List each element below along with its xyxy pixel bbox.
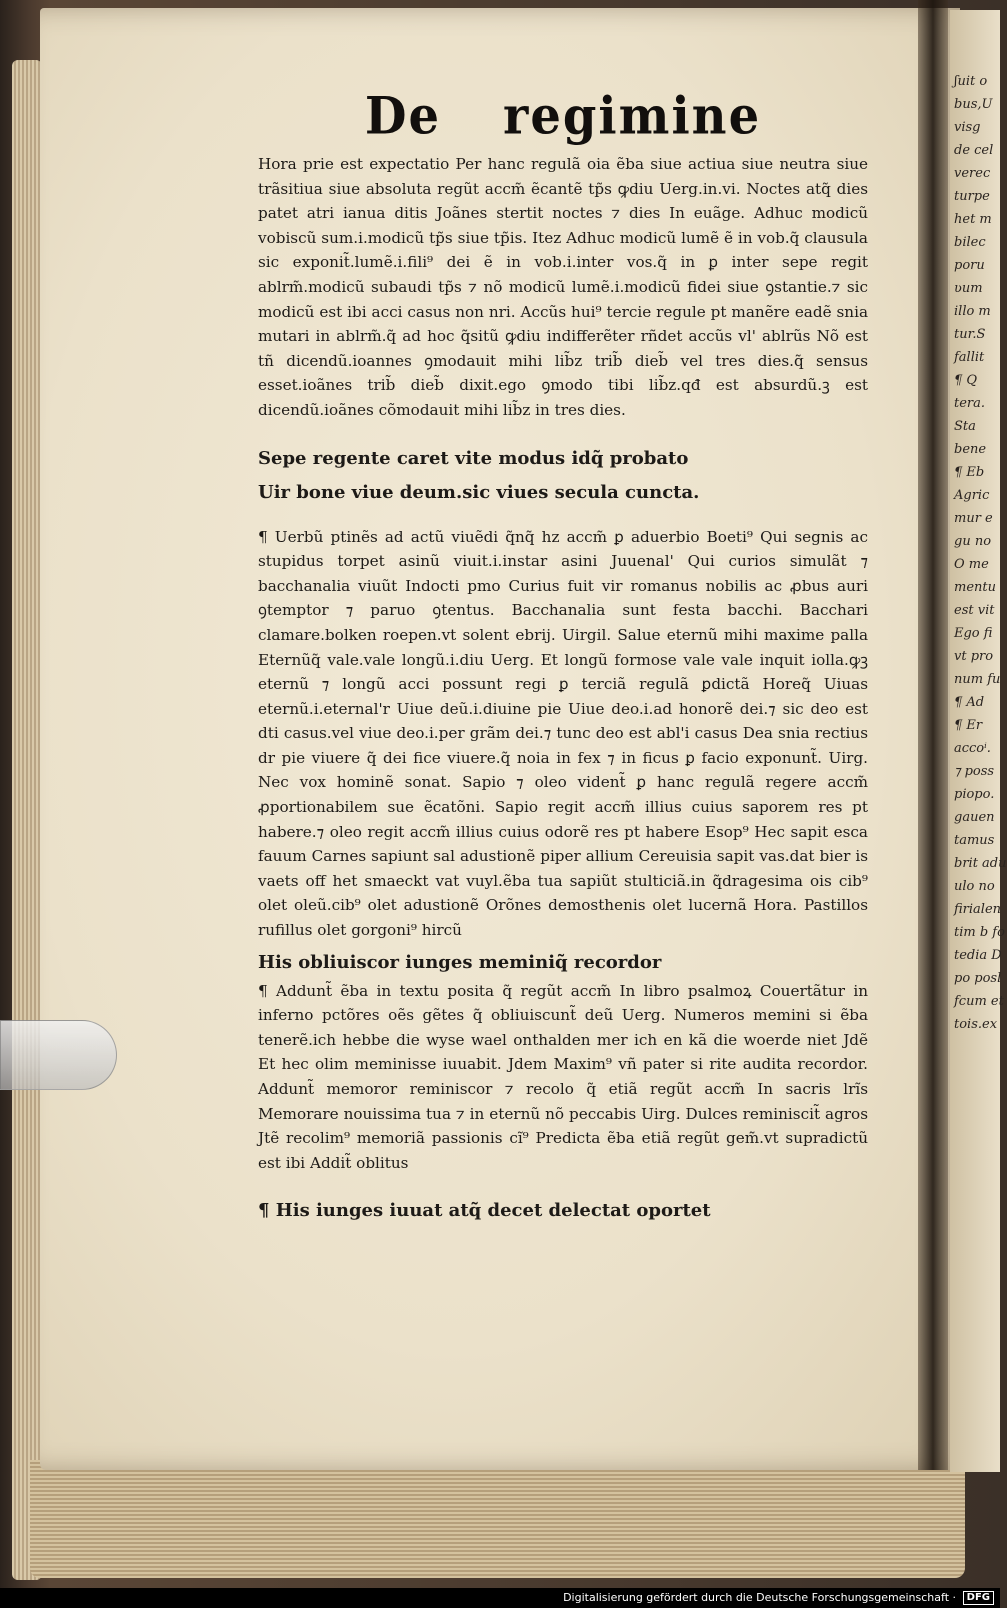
facing-page-line: gauen (954, 810, 995, 825)
page-weight-clip (0, 1020, 117, 1090)
page-heading (258, 86, 868, 146)
verse-line-2: Uir bone viue deum.sic viues secula cuncta. (258, 481, 700, 503)
facing-page-line: fallit (954, 350, 985, 365)
facing-page-line: ¶ Eb (954, 465, 985, 480)
verse-line-4: ¶ His iunges iuuat atq̃ decet delectat oportet (258, 1200, 711, 1222)
facing-page-line: piopo. (954, 787, 995, 802)
facing-page-line: turpe (954, 189, 990, 204)
dfg-logo: DFG (963, 1591, 994, 1605)
facing-page-line: de cel (954, 143, 994, 158)
facing-page-line: ¶ Er (954, 718, 983, 733)
facing-page-line: brit adu (954, 856, 1007, 871)
facing-page-line: Sta (954, 419, 976, 434)
facing-page-line: vt pro (954, 649, 994, 664)
footer-credit: Digitalisierung gefördert durch die Deutsche Forschungsgemeinschaft · (563, 1591, 956, 1604)
facing-page-line: ʋum (954, 281, 983, 296)
facing-page-line: bilec (954, 235, 986, 250)
body-paragraph-3: ¶ Addunt̃ ẽba in textu posita q̃ regũt accm̃ In libro psalmoꝝ Couertãtur in inferno pctõres oẽs gẽtes q̃ obliuiscunt̃ deũ Uerg. Numeros memini si ẽba tenerẽ.ich hebbe die wyse wael onthalden mer ich en kã die woerde niet Jdẽ Et hec olim meminisse iuuabit. Jdem Maxim⁹ vñ pater si rite audita recordor. Addunt̃ memoror reminiscor ⁊ recolo q̃ etiã regũt accm̃ In sacris lrĩs Memorare nouissima tua ⁊ in eternũ nõ peccabis Uirg. Dulces reminiscit̃ agros Jtẽ recolim⁹ memoriã passionis cĩ⁹ Predicta ẽba etiã regũt gem̃.vt supradictũ est ibi Addit̃ oblitus (258, 981, 868, 1172)
facing-page-fragment (950, 10, 1007, 1472)
facing-page-line: est vit (954, 603, 995, 618)
footer-bar (0, 1588, 1000, 1608)
facing-page-line: po posl (954, 971, 1002, 986)
facing-page-line: mur e (954, 511, 993, 526)
facing-page-line: bus,U (954, 97, 993, 112)
facing-page-line: ⁊ poss (954, 764, 995, 779)
spacer (258, 1175, 868, 1191)
spacer (258, 423, 868, 439)
book-gutter (918, 0, 948, 1470)
book-fore-edge (12, 60, 42, 1580)
facing-page-line: tedia D (954, 948, 1002, 963)
facing-page-line: num fu (954, 672, 1001, 687)
page-content (258, 85, 868, 1227)
facing-page-line: O me (954, 557, 989, 572)
facing-page-line: bene (954, 442, 987, 457)
facing-page-line: ʃuit o (954, 74, 988, 89)
facing-page-line: mentu (954, 580, 996, 595)
heading-word-2: regimine (503, 85, 762, 147)
facing-page-line: fcum et (954, 994, 1004, 1009)
verse-line-1: Sepe regente caret vite modus idq̃ probato (258, 447, 689, 469)
facing-page-line: tois.ex (954, 1017, 998, 1032)
facing-page-line: gu no (954, 534, 992, 549)
facing-page-line: tamus (954, 833, 995, 848)
facing-page-line: Ego fi (954, 626, 993, 641)
facing-page-line: verec (954, 166, 991, 181)
facing-page-line: Agric (954, 488, 990, 503)
body-paragraph-2: ¶ Uerbũ ptinẽs ad actũ viuẽdi q̃nq̃ hz accm̃ ꝑ aduerbio Boeti⁹ Qui segnis ac stupidus torpet asinũ viuit.i.instar asini Juuenal' Qui curios simulãt ⁊ bacchanalia viuũt Indocti pmo Curius fuit vir romanus nobilis ac ꝓbus auri ꝯtemptor ⁊ paruo ꝯtentus. Bacchanalia sunt festa bacchi. Bacchari clamare.bolken roepen.vt solent ebrij. Uirgil. Salue eternũ mihi maxime palla Eternũq̃ vale.vale longũ.i.diu Uerg. Et longũ formose vale vale inquit iolla.ꝙꝫ eternũ ⁊ longũ acci possunt regi ꝑ terciã regulã ꝑdictã Horeq̃ Uiuas eternũ.i.eternal'r Uiue deũ.i.diuine pie Uiue deo.i.ad honorẽ dei.⁊ sic deo est dti casus.vel viue deo.i.per grãm dei.⁊ tunc deo est abl'i casus Dea snia rectius dr pie viuere q̃ dei fice viuere.q̃ noia in fex ⁊ in ficus ꝑ facio exponunt̃. Uirg. Nec vox hominẽ sonat. Sapio ⁊ oleo vident̃ ꝑ hanc regulã regere accm̃ ꝓportionabilem sue ẽcatõni. Sapio regit accm̃ illius cuius saporem res pt habere.⁊ oleo regit accm̃ illius cuius odorẽ res pt habere Esop⁹ Hec sapit esca fauum Carnes sapiunt sal adustionẽ piper allium Cereuisia sapit vas.dat bier is vaets off het smaeckt vat vuyl.ẽba tua sapiũt stulticiã.in q̃dragesima ois cib⁹ olet oleũ.cib⁹ olet adustionẽ Orõnes demosthenis olet lucernã Hora. Pastillos rufillus olet gorgoni⁹ hircũ (258, 527, 868, 940)
facing-page-line: tera. (954, 396, 986, 411)
facing-page-line: tim b fo (954, 925, 1005, 940)
facing-page-line: tur.S (954, 327, 986, 342)
facing-page-line: poru (954, 258, 985, 273)
body-paragraph-1: Hora prie est expectatio Per hanc regulã oia ẽba siue actiua siue neutra siue trãsitiua siue absoluta regũt accm̃ ẽcantẽ tp̃s ꝙdiu Uerg.in.vi. Noctes atq̃ dies patet atri ianua ditis Joãnes stertit noctes ⁊ dies In euãge. Adhuc modicũ vobiscũ sum.i.modicũ tp̃s siue tp̃is. Itez Adhuc modicũ lumẽ ẽ in vob.q̃ clausula sic exponit̃.lumẽ.i.fili⁹ dei ẽ in vob.i.inter vos.q̃ in ꝑ inter sepe regit ablrm̃.modicũ subaudi tp̃s ⁊ nõ modicũ lumẽ.i.modicũ fidei siue ꝯstantie.⁊ sic modicũ est ibi acci casus non nri. Accũs hui⁹ tercie regule pt manẽre eadẽ snia mutari in ablrm̃.q̃ ad hoc q̃sitũ ꝙdiu indifferẽter rñdet accũs vl' ablrũs Nõ est tñ dicendũ.ioannes ꝯmodauit mihi lib̃z trib̃ dieb̃ vel tres dies.q̃ sensus esset.ioãnes trib̃ dieb̃ dixit.ego ꝯmodo tibi lib̃z.qđ est absurdũ.ꝫ est dicendũ.ioãnes cõmodauit mihi lib̃z in tres dies. (258, 155, 868, 419)
spacer (258, 509, 868, 525)
facing-page-line: het m (954, 212, 992, 227)
book-bottom-edge (30, 1460, 965, 1578)
facing-page-line: firialen (954, 902, 1002, 917)
facing-page-line: ¶ Q (954, 373, 978, 388)
heading-word-1: De (364, 85, 442, 147)
facing-page-line: ¶ Ad (954, 695, 985, 710)
facing-page-line: illo m (954, 304, 991, 319)
verse-line-3: His obliuiscor iunges meminiq̃ recordor (258, 951, 662, 973)
facing-page-line: ulo no (954, 879, 995, 894)
facing-page-line: visg (954, 120, 981, 135)
facing-page-line: accoⁱ. (954, 741, 991, 756)
